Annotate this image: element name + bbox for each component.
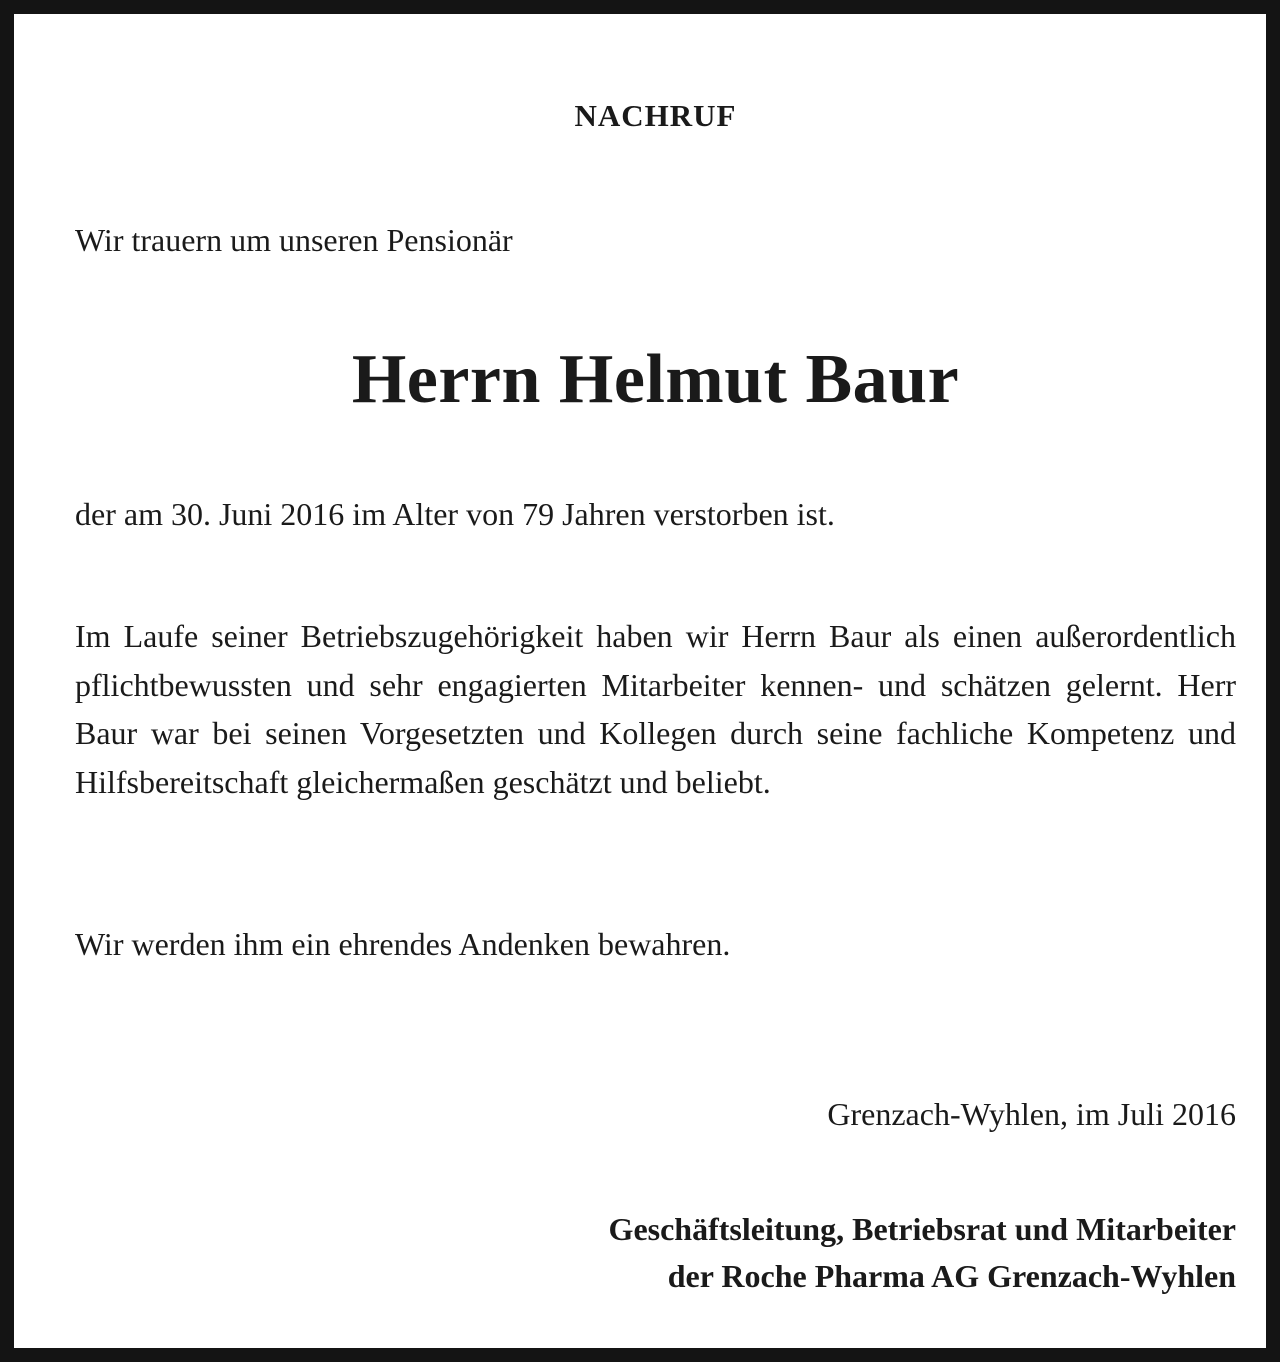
deceased-name: Herrn Helmut Baur — [351, 341, 960, 418]
signature-line-1: Geschäftsleitung, Betriebsrat und Mitarbeiter — [608, 1211, 1236, 1247]
place-and-date: Grenzach-Wyhlen, im Juli 2016 — [827, 1096, 1236, 1132]
signature-block — [75, 1206, 1236, 1300]
notice-heading: NACHRUF — [574, 98, 737, 133]
closing-line: Wir werden ihm ein ehrendes Andenken bewahren. — [75, 926, 731, 962]
tribute-paragraph: Im Laufe seiner Betriebszugehörigkeit haben wir Herrn Baur als einen außerordentlich pflichtbewussten und sehr engagierten Mitarbeiter kennen- und schätzen gelernt. Herr Baur war bei seinen Vorgesetzten und Kollegen durch seine fachliche Kompetenz und Hilfsbereitschaft gleichermaßen geschätzt und beliebt. — [75, 618, 1236, 800]
intro-line: Wir trauern um unseren Pensionär — [75, 222, 513, 258]
death-date-line: der am 30. Juni 2016 im Alter von 79 Jahren verstorben ist. — [75, 496, 835, 532]
signature-line-2: der Roche Pharma AG Grenzach-Wyhlen — [667, 1258, 1236, 1294]
